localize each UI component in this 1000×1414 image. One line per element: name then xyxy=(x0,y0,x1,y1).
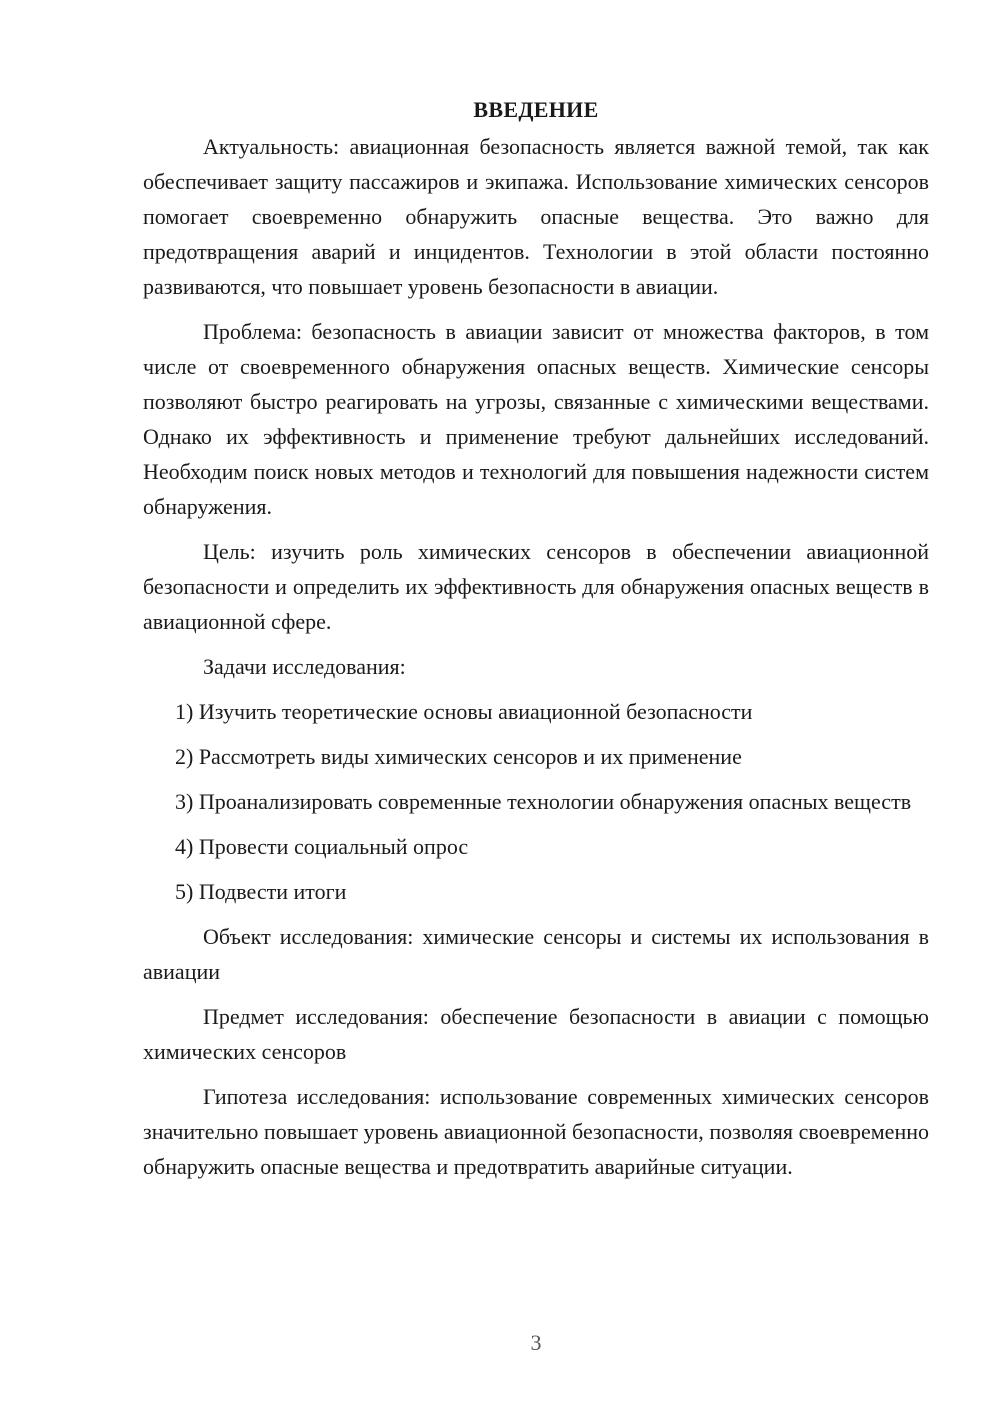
paragraph-subject: Предмет исследования: обеспечение безопасности в авиации с помощью химических сенсоров xyxy=(143,1004,929,1064)
page-number: 3 xyxy=(530,1330,542,1355)
task-item-1: 1) Изучить теоретические основы авиационной безопасности xyxy=(175,699,753,724)
task-item-5: 5) Подвести итоги xyxy=(175,879,347,904)
paragraph-hypothesis: Гипотеза исследования: использование современных химических сенсоров значительно повышает уровень авиационной безопасности, позволяя своевременно обнаружить опасные вещества и предотвратить аварийные ситуации. xyxy=(143,1084,929,1179)
paragraph-object: Объект исследования: химические сенсоры и системы их использования в авиации xyxy=(143,924,929,984)
paragraph-relevance: Актуальность: авиационная безопасность является важной темой, так как обеспечивает защиту пассажиров и экипажа. Использование химических сенсоров помогает своевременно обнаружить опасные вещества. Это важно для предотвращения аварий и инцидентов. Технологии в этой области постоянно развиваются, что повышает уровень безопасности в авиации. xyxy=(143,134,929,299)
document-page xyxy=(143,92,929,1194)
section-heading: ВВЕДЕНИЕ xyxy=(473,97,599,122)
task-item-3: 3) Проанализировать современные технологии обнаружения опасных веществ xyxy=(175,789,912,814)
task-item-4: 4) Провести социальный опрос xyxy=(175,834,469,859)
task-item-2: 2) Рассмотреть виды химических сенсоров и их применение xyxy=(175,744,742,769)
paragraph-goal: Цель: изучить роль химических сенсоров в обеспечении авиационной безопасности и определить их эффективность для обнаружения опасных веществ в авиационной сфере. xyxy=(143,539,929,634)
paragraph-problem: Проблема: безопасность в авиации зависит от множества факторов, в том числе от своевременного обнаружения опасных веществ. Химические сенсоры позволяют быстро реагировать на угрозы, связанные с химическими веществами. Однако их эффективность и применение требуют дальнейших исследований. Необходим поиск новых методов и технологий для повышения надежности систем обнаружения. xyxy=(143,319,929,519)
tasks-heading: Задачи исследования: xyxy=(203,654,406,679)
